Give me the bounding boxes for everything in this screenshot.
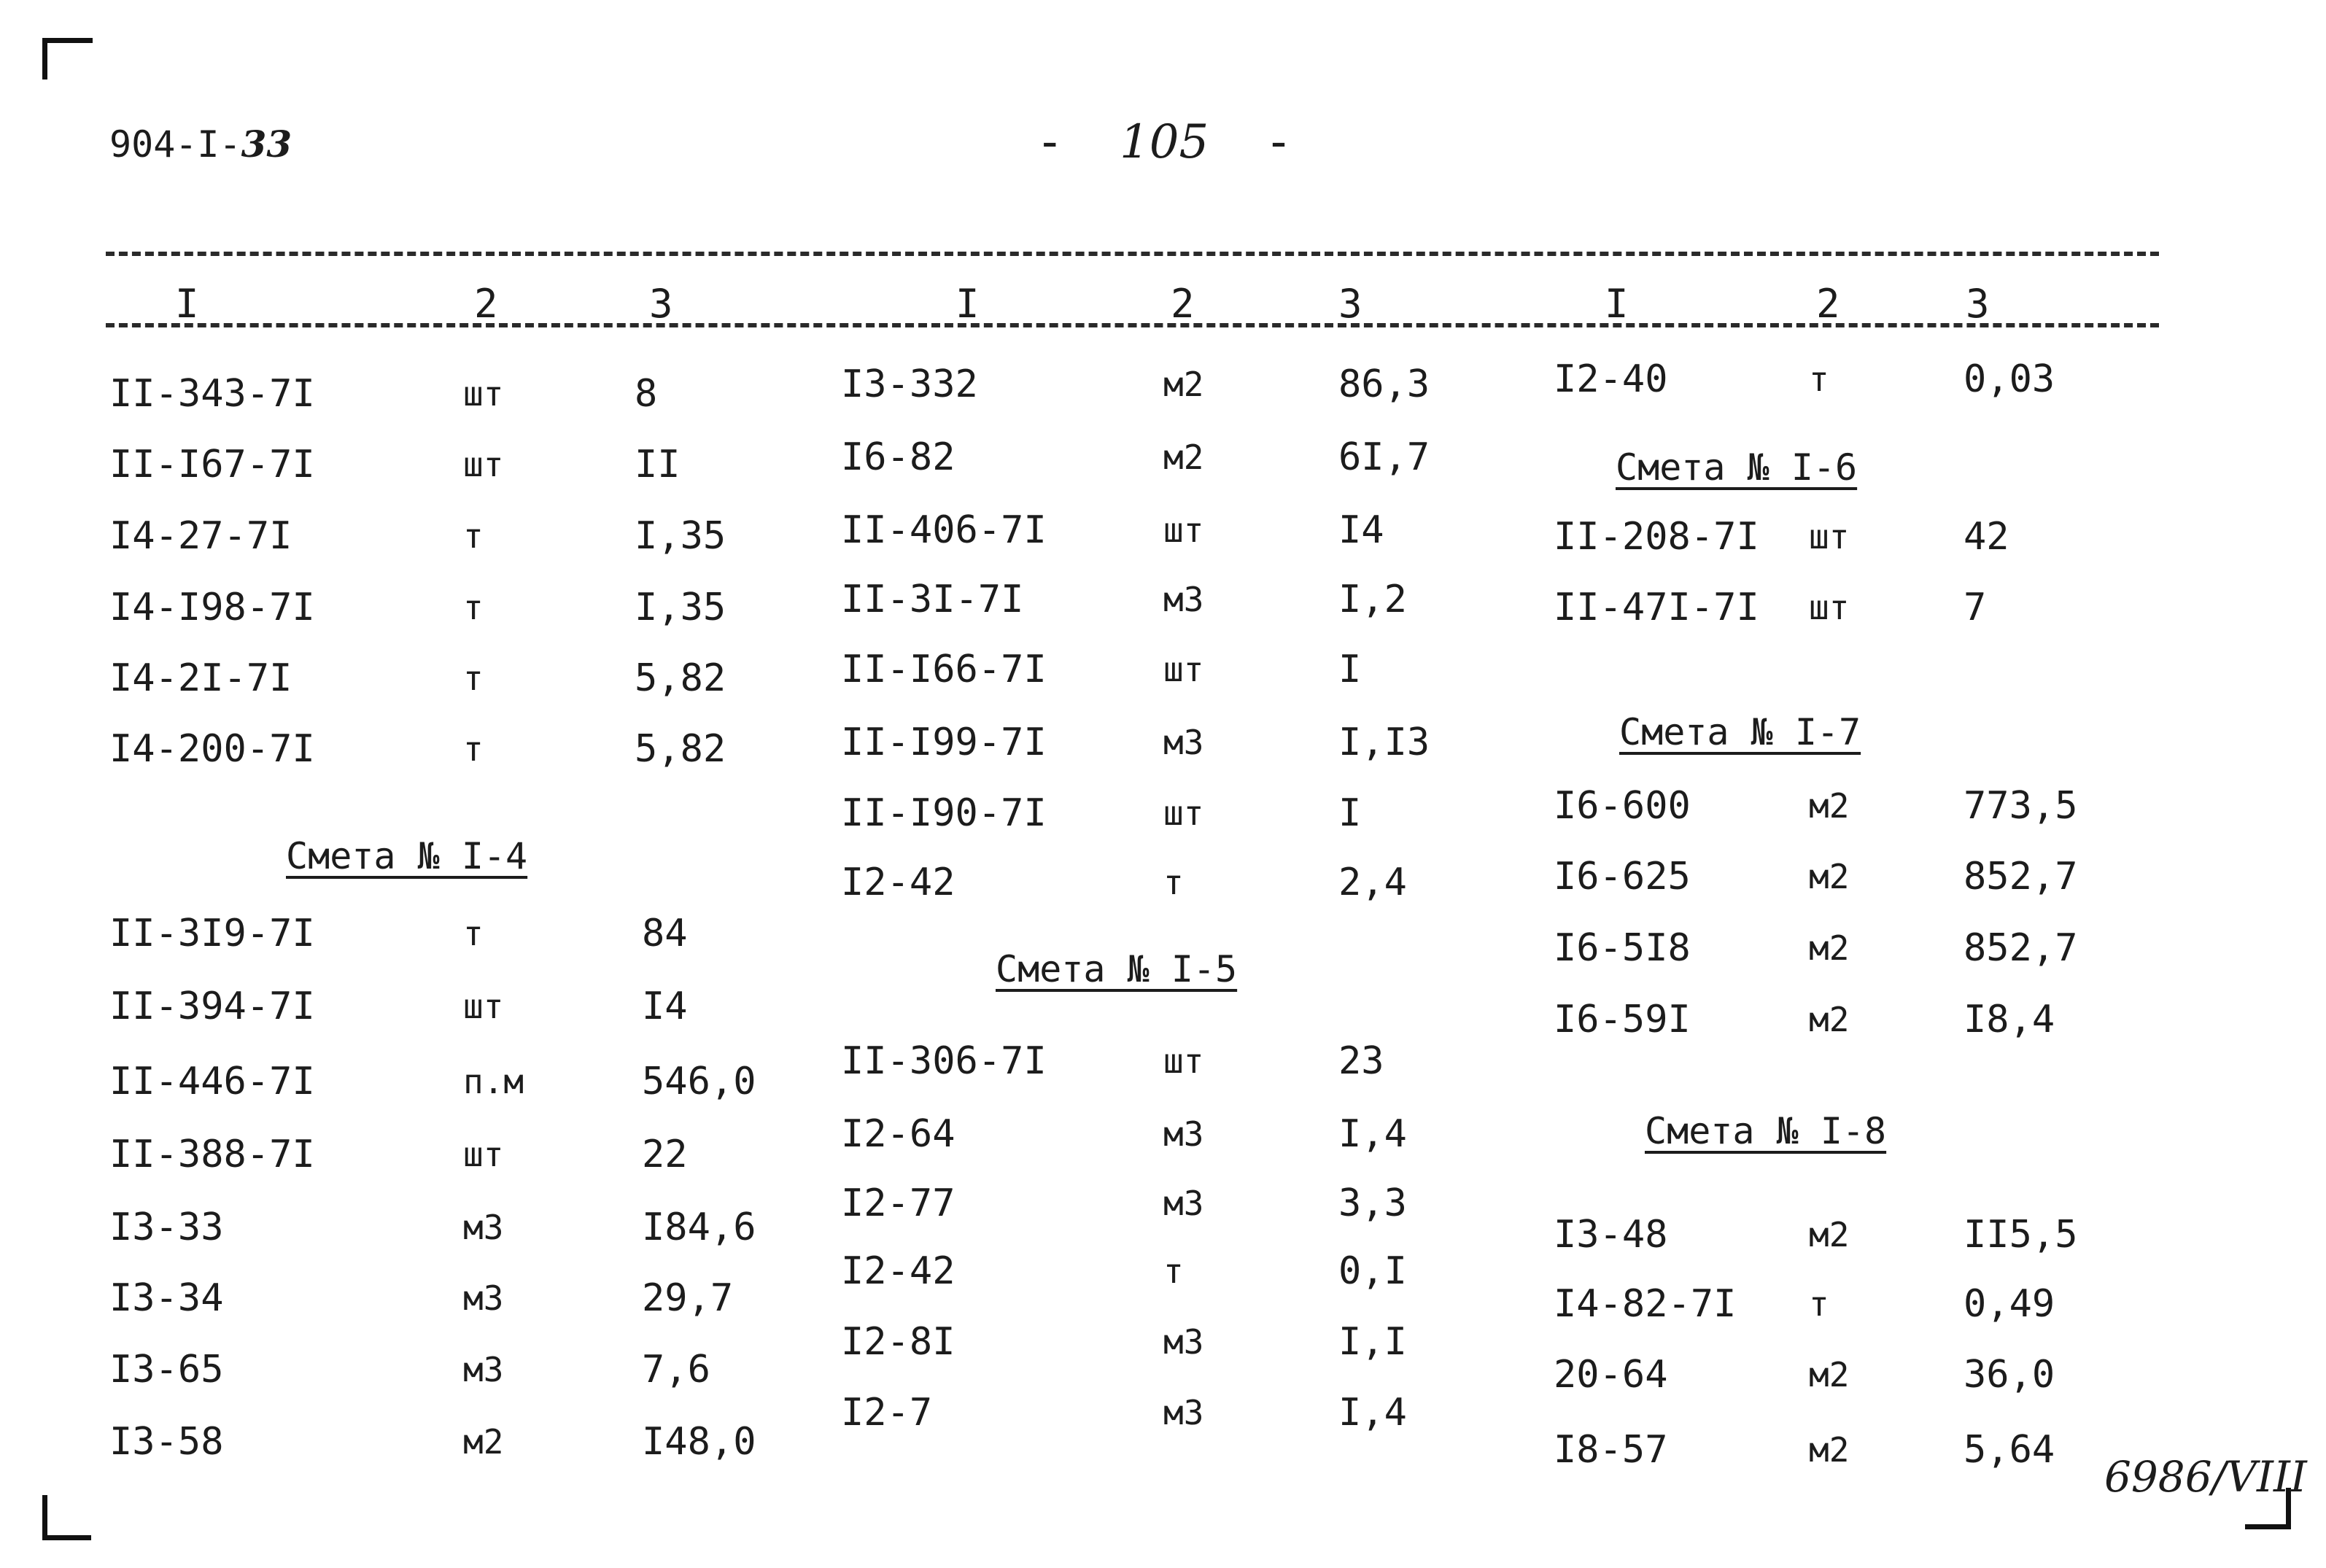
row-unit: т	[1809, 1284, 1829, 1324]
row-quantity: 546,0	[642, 1060, 756, 1103]
crop-mark-top-left	[42, 38, 93, 79]
row-quantity: I	[1338, 791, 1362, 835]
page-number: 105	[1120, 115, 1209, 169]
row-unit: м2	[463, 1422, 504, 1462]
row-unit: т	[1163, 863, 1184, 902]
row-code: II-388-7I	[109, 1133, 315, 1176]
row-unit: шт	[463, 987, 504, 1026]
row-quantity: 42	[1963, 515, 2009, 559]
row-code: I4-200-7I	[109, 727, 315, 771]
row-unit: м2	[1809, 786, 1850, 826]
row-unit: шт	[463, 445, 504, 484]
row-code: II-I99-7I	[841, 721, 1047, 764]
row-code: I2-64	[841, 1112, 955, 1156]
row-unit: м2	[1163, 438, 1204, 477]
row-quantity: I,2	[1338, 578, 1407, 621]
row-quantity: I4	[1338, 508, 1384, 552]
row-unit: м3	[463, 1208, 504, 1247]
row-code: I6-5I8	[1554, 926, 1691, 970]
row-quantity: 36,0	[1963, 1353, 2055, 1397]
row-code: I2-40	[1554, 357, 1668, 401]
row-code: I2-42	[841, 1249, 955, 1293]
row-unit: шт	[463, 374, 504, 414]
row-unit: м3	[1163, 1393, 1204, 1432]
row-code: I3-48	[1554, 1213, 1668, 1257]
column-header-2: 2	[474, 281, 498, 327]
section-heading-smeta-1-8: Смета № I-8	[1645, 1110, 1887, 1152]
row-code: II-47I-7I	[1554, 586, 1759, 629]
row-code: I4-82-7I	[1554, 1282, 1737, 1326]
page-number-line	[1036, 113, 1292, 171]
column-header-5: 2	[1171, 281, 1195, 327]
document-code-number: 33	[241, 123, 292, 166]
row-code: I2-77	[841, 1181, 955, 1225]
row-unit: м3	[463, 1278, 504, 1318]
row-unit: т	[463, 588, 484, 627]
row-quantity: I4	[642, 985, 688, 1028]
document-code	[109, 123, 292, 166]
row-quantity: I,4	[1338, 1391, 1407, 1435]
row-unit: п.м	[463, 1062, 524, 1101]
row-unit: м3	[1163, 1114, 1204, 1154]
row-unit: м2	[1809, 1000, 1850, 1039]
row-unit: м3	[1163, 1184, 1204, 1223]
row-quantity: 3,3	[1338, 1181, 1407, 1225]
row-unit: шт	[463, 1135, 504, 1174]
row-code: I4-2I-7I	[109, 656, 292, 700]
row-unit: т	[463, 914, 484, 953]
row-quantity: I84,6	[642, 1206, 756, 1249]
row-quantity: 23	[1338, 1039, 1384, 1083]
row-code: II-343-7I	[109, 372, 315, 416]
row-unit: т	[463, 659, 484, 698]
column-header-4: I	[955, 281, 980, 327]
column-header-9: 3	[1966, 281, 1990, 327]
column-header-1: I	[175, 281, 199, 327]
row-unit: шт	[1809, 588, 1850, 627]
row-code: II-I90-7I	[841, 791, 1047, 835]
row-quantity: I,I	[1338, 1320, 1407, 1364]
row-quantity: 5,64	[1963, 1428, 2055, 1472]
row-unit: м2	[1809, 857, 1850, 896]
row-code: I3-58	[109, 1420, 224, 1464]
row-quantity: 84	[642, 912, 688, 955]
row-code: I6-59I	[1554, 998, 1691, 1041]
row-code: I6-625	[1554, 855, 1691, 899]
row-code: I6-82	[841, 435, 955, 479]
section-heading-smeta-1-7: Смета № I-7	[1619, 711, 1861, 753]
row-unit: м3	[1163, 580, 1204, 619]
row-quantity: 5,82	[635, 656, 726, 700]
page-dash-left: -	[1036, 115, 1064, 169]
column-header-3: 3	[649, 281, 673, 327]
crop-mark-bottom-left	[42, 1495, 91, 1540]
row-quantity: I8,4	[1963, 998, 2055, 1041]
row-quantity: 0,I	[1338, 1249, 1407, 1293]
row-code: I8-57	[1554, 1428, 1668, 1472]
row-quantity: 0,03	[1963, 357, 2055, 401]
row-unit: шт	[1163, 511, 1204, 550]
row-code: I3-33	[109, 1206, 224, 1249]
row-quantity: 29,7	[642, 1276, 734, 1320]
row-quantity: 8	[635, 372, 658, 416]
row-quantity: 2,4	[1338, 861, 1407, 904]
row-code: II-I67-7I	[109, 443, 315, 486]
row-code: I2-7	[841, 1391, 933, 1435]
row-code: I6-600	[1554, 784, 1691, 828]
header-rule-top	[106, 252, 2159, 256]
column-header-6: 3	[1338, 281, 1362, 327]
row-code: I2-8I	[841, 1320, 955, 1364]
row-unit: т	[1163, 1251, 1184, 1291]
row-quantity: 7	[1963, 586, 1987, 629]
row-unit: м3	[463, 1350, 504, 1389]
document-code-prefix: 904-I-	[109, 123, 241, 166]
row-quantity: 6I,7	[1338, 435, 1430, 479]
row-unit: м3	[1163, 1322, 1204, 1362]
row-quantity: 852,7	[1963, 855, 2078, 899]
row-quantity: 86,3	[1338, 362, 1430, 406]
row-code: II-3I9-7I	[109, 912, 315, 955]
row-unit: шт	[1809, 517, 1850, 556]
row-code: I3-34	[109, 1276, 224, 1320]
row-code: I3-65	[109, 1348, 224, 1392]
row-code: II-394-7I	[109, 985, 315, 1028]
row-unit: м2	[1809, 1355, 1850, 1394]
row-quantity: II	[635, 443, 681, 486]
row-unit: шт	[1163, 793, 1204, 833]
row-quantity: 7,6	[642, 1348, 710, 1392]
section-heading-smeta-1-5: Смета № I-5	[996, 948, 1238, 990]
inventory-mark: 6986/VIII	[2104, 1452, 2307, 1502]
section-heading-smeta-1-4: Смета № I-4	[286, 835, 528, 877]
row-quantity: II5,5	[1963, 1213, 2078, 1257]
row-code: II-I66-7I	[841, 648, 1047, 691]
row-code: 20-64	[1554, 1353, 1668, 1397]
row-quantity: I,I3	[1338, 721, 1430, 764]
page-dash-right: -	[1264, 115, 1293, 169]
row-unit: м3	[1163, 723, 1204, 762]
row-quantity: I,4	[1338, 1112, 1407, 1156]
row-unit: шт	[1163, 650, 1204, 689]
column-header-8: 2	[1816, 281, 1840, 327]
row-code: I2-42	[841, 861, 955, 904]
row-code: II-208-7I	[1554, 515, 1759, 559]
row-unit: м2	[1809, 1215, 1850, 1254]
row-unit: м2	[1163, 365, 1204, 404]
row-quantity: I,35	[635, 514, 726, 558]
row-code: I4-27-7I	[109, 514, 292, 558]
row-code: I4-I98-7I	[109, 586, 315, 629]
row-quantity: I48,0	[642, 1420, 756, 1464]
header-rule-bottom	[106, 323, 2159, 327]
row-unit: т	[463, 516, 484, 556]
row-code: II-306-7I	[841, 1039, 1047, 1083]
row-quantity: 852,7	[1963, 926, 2078, 970]
column-header-7: I	[1605, 281, 1629, 327]
row-quantity: I,35	[635, 586, 726, 629]
row-code: II-446-7I	[109, 1060, 315, 1103]
row-quantity: 773,5	[1963, 784, 2078, 828]
row-unit: шт	[1163, 1041, 1204, 1081]
row-quantity: 22	[642, 1133, 688, 1176]
row-quantity: I	[1338, 648, 1362, 691]
row-quantity: 0,49	[1963, 1282, 2055, 1326]
row-code: I3-332	[841, 362, 978, 406]
row-unit: т	[463, 729, 484, 769]
row-unit: т	[1809, 360, 1829, 399]
section-heading-smeta-1-6: Смета № I-6	[1616, 446, 1858, 489]
row-quantity: 5,82	[635, 727, 726, 771]
row-code: II-3I-7I	[841, 578, 1024, 621]
row-unit: м2	[1809, 1430, 1850, 1470]
row-code: II-406-7I	[841, 508, 1047, 552]
row-unit: м2	[1809, 928, 1850, 968]
